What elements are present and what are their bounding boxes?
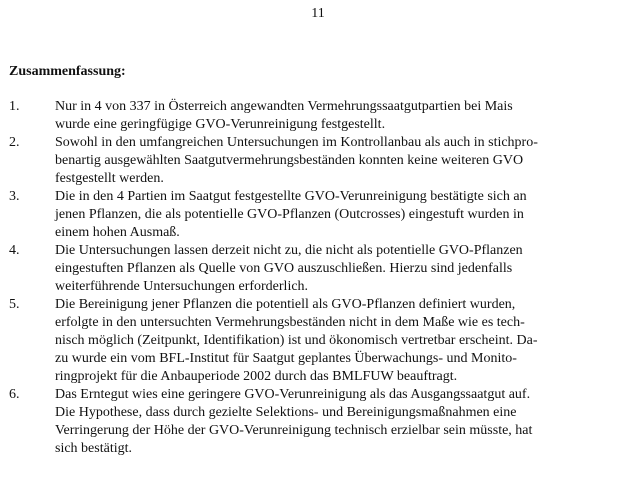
summary-item-3 bbox=[9, 188, 612, 242]
item-text: Nur in 4 von 337 in Österreich angewandten Vermehrungssaatgutpartien bei Mais wurde eine geringfügige GVO-Verunreinigung festgestellt. bbox=[55, 99, 513, 132]
item-text: Die in den 4 Partien im Saatgut festgestellte GVO-Verunreinigung bestätigte sich an jenen Pflanzen, die als potentielle GVO-Pflanzen (Outcrosses) eingestuft wurden in einem hohen Ausmaß. bbox=[55, 189, 527, 240]
item-number: 2. bbox=[9, 135, 20, 150]
item-number: 6. bbox=[9, 387, 20, 402]
item-number: 4. bbox=[9, 243, 20, 258]
item-text: Die Bereinigung jener Pflanzen die potentiell als GVO-Pflanzen definiert wurden, erfolgte in den untersuchten Vermehrungsbeständen nicht in dem Maße wie es tech- nisch möglich (Zeitpunkt, Identifikation) ist und ökonomisch vertretbar erscheint. Da- zu wurde ein vom BFL-Institut für Saatgut geplantes Überwachungs- und Monito- ringprojekt für die Anbauperiode 2002 durch das BMLFUW beauftragt. bbox=[55, 297, 538, 384]
summary-item-6 bbox=[9, 386, 612, 458]
item-text: Sowohl in den umfangreichen Untersuchungen im Kontrollanbau als auch in stichpro- benartig ausgewählten Saatgutvermehrungsbeständen konnten keine weiteren GVO festgestellt werden. bbox=[55, 135, 538, 186]
summary-item-5 bbox=[9, 296, 612, 386]
summary-list bbox=[9, 98, 612, 458]
item-number: 3. bbox=[9, 189, 20, 204]
summary-item-1 bbox=[9, 98, 612, 134]
item-number: 5. bbox=[9, 297, 20, 312]
item-text: Das Erntegut wies eine geringere GVO-Verunreinigung als das Ausgangssaatgut auf. Die Hypothese, dass durch gezielte Selektions- und Bereinigungsmaßnahmen eine Verringerung der Höhe der GVO-Verunreinigung technisch erzielbar sein müsste, hat sich bestätigt. bbox=[55, 387, 533, 456]
page-number: 11 bbox=[311, 6, 325, 21]
item-text: Die Untersuchungen lassen derzeit nicht zu, die nicht als potentielle GVO-Pflanzen eingestuften Pflanzen als Quelle von GVO auszuschließen. Hierzu sind jedenfalls weiterführende Untersuchungen erforderlich. bbox=[55, 243, 523, 294]
summary-item-4 bbox=[9, 242, 612, 296]
summary-heading: Zusammenfassung: bbox=[9, 64, 126, 79]
item-number: 1. bbox=[9, 99, 20, 114]
summary-item-2 bbox=[9, 134, 612, 188]
